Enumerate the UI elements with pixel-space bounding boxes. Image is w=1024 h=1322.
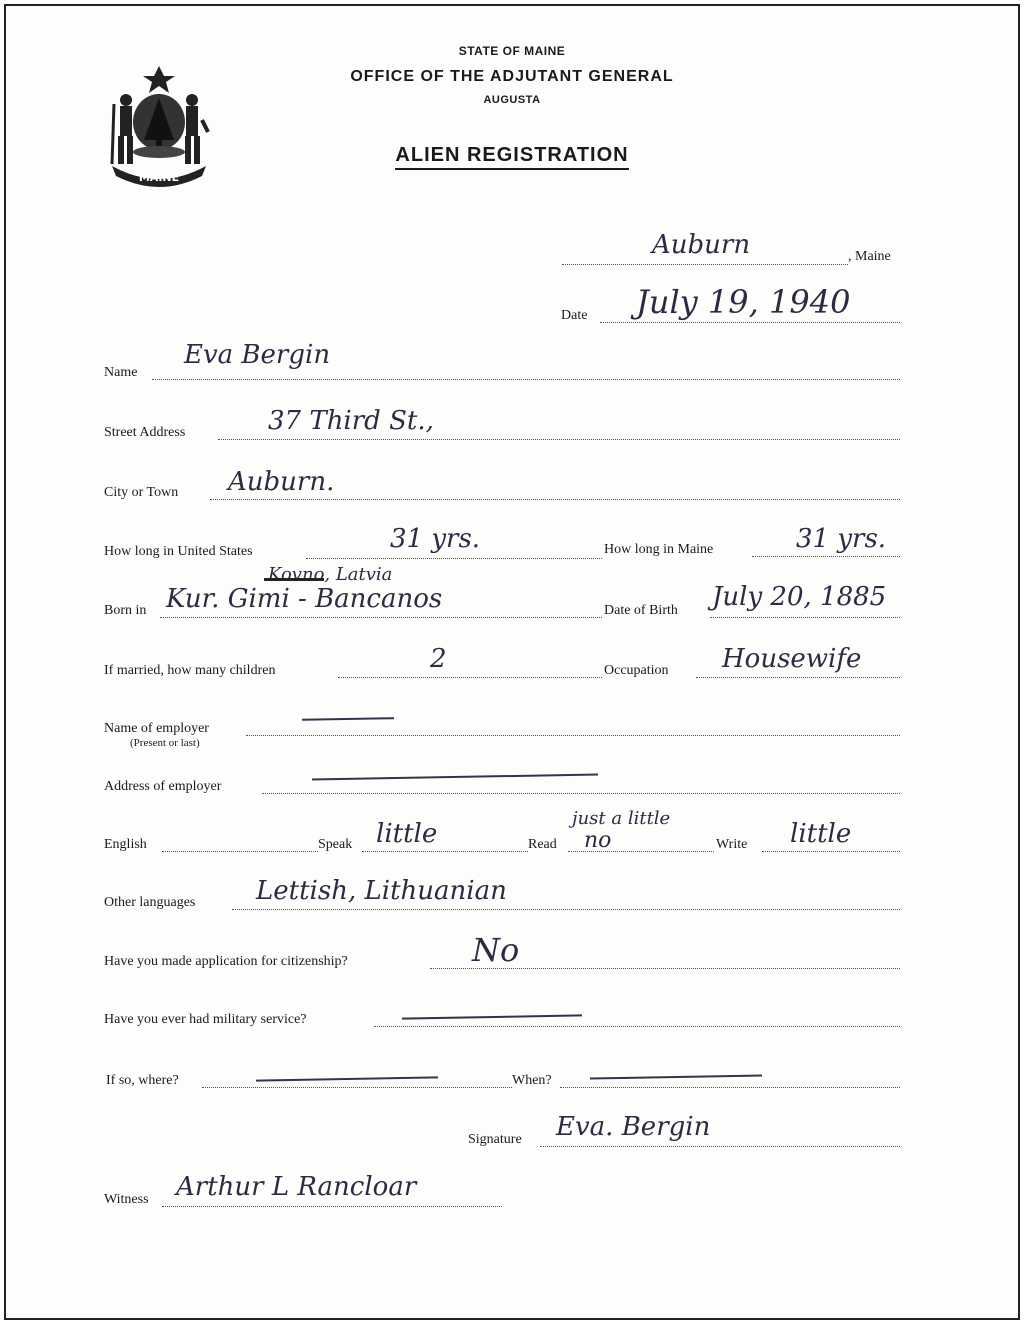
long-us-label: How long in United States: [104, 544, 253, 559]
name-value: Eva Bergin: [184, 340, 331, 370]
svg-text:MAINE: MAINE: [138, 171, 180, 184]
citizenship-label: Have you made application for citizenship?: [104, 954, 348, 969]
born-label: Born in: [104, 603, 147, 618]
when-label: When?: [512, 1073, 552, 1088]
witness-value: Arthur L Rancloar: [176, 1172, 417, 1202]
street-value: 37 Third St.,: [268, 406, 434, 436]
registration-form: [4, 4, 1020, 1320]
children-value: 2: [430, 644, 447, 674]
town-value: Auburn: [652, 230, 751, 260]
where-label: If so, where?: [106, 1073, 179, 1088]
witness-label: Witness: [104, 1192, 149, 1207]
date-value: July 19, 1940: [636, 283, 851, 321]
form-title: ALIEN REGISTRATION: [6, 144, 1018, 167]
long-us-value: 31 yrs.: [390, 524, 481, 554]
born-value: Kur. Gimi - Bancanos: [166, 584, 443, 614]
city-value: Auburn.: [228, 467, 335, 497]
read-label: Read: [528, 837, 557, 852]
long-maine-value: 31 yrs.: [796, 524, 887, 554]
speak-label: Speak: [318, 837, 353, 852]
dob-label: Date of Birth: [604, 603, 678, 618]
signature-value: Eva. Bergin: [556, 1112, 711, 1142]
date-label: Date: [561, 308, 588, 323]
speak-value: little: [376, 819, 438, 849]
city-heading: AUGUSTA: [483, 94, 541, 106]
occupation-label: Occupation: [604, 663, 669, 678]
occupation-value: Housewife: [722, 644, 862, 674]
name-label: Name: [104, 365, 138, 380]
dob-value: July 20, 1885: [712, 582, 887, 612]
other-languages-value: Lettish, Lithuanian: [256, 876, 507, 906]
long-maine-label: How long in Maine: [604, 542, 714, 557]
write-label: Write: [716, 837, 748, 852]
employer-address-label: Address of employer: [104, 779, 222, 794]
city-label: City or Town: [104, 485, 179, 500]
read-value: no: [584, 828, 612, 853]
signature-label: Signature: [468, 1132, 522, 1147]
write-value: little: [790, 819, 852, 849]
state-heading: STATE OF MAINE: [458, 44, 566, 58]
citizenship-value: No: [472, 931, 520, 969]
other-languages-label: Other languages: [104, 895, 196, 910]
office-heading: OFFICE OF THE ADJUTANT GENERAL: [350, 68, 674, 85]
street-label: Street Address: [104, 425, 186, 440]
read-above-value: just a little: [572, 808, 671, 829]
born-above-value: Kovno, Latvia: [268, 564, 393, 585]
military-label: Have you ever had military service?: [104, 1012, 307, 1027]
employer-label: Name of employer: [104, 721, 209, 736]
english-label: English: [104, 837, 147, 852]
children-label: If married, how many children: [104, 663, 276, 678]
maine-label: , Maine: [848, 249, 891, 264]
employer-sublabel: (Present or last): [130, 737, 200, 749]
